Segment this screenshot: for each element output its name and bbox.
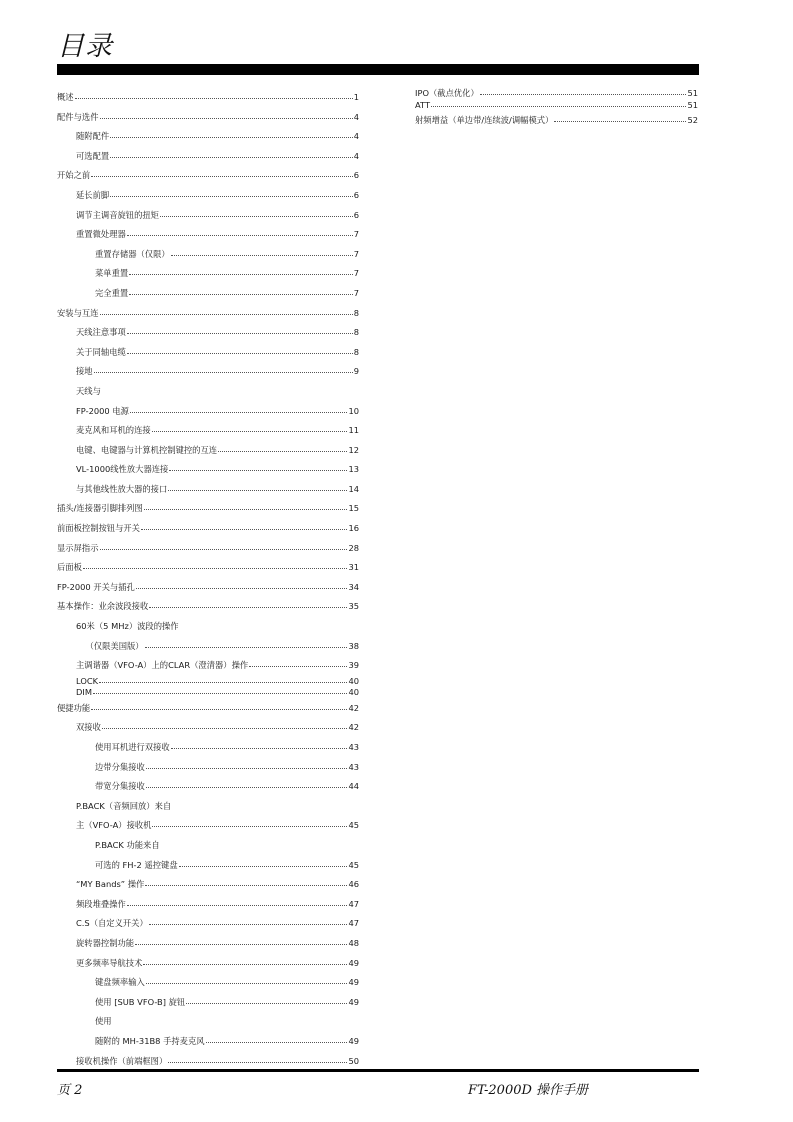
toc-entry-page: 43 <box>348 742 359 752</box>
toc-leader-dots <box>171 254 353 256</box>
toc-entry[interactable] <box>57 797 359 817</box>
toc-entry[interactable] <box>57 617 359 637</box>
footer-rule <box>57 1069 699 1072</box>
toc-entry-label: 便捷功能 <box>57 702 91 713</box>
toc-entry[interactable] <box>57 687 359 699</box>
toc-entry[interactable] <box>57 245 359 265</box>
toc-entry-label: 电键、电键器与计算机控制键控的互连 <box>76 444 218 455</box>
toc-entry-label: 天线与 <box>76 385 101 396</box>
toc-entry[interactable] <box>57 699 359 719</box>
toc-leader-dots <box>94 371 353 373</box>
toc-entry-label: 旋转器控制功能 <box>76 937 135 948</box>
toc-entry-label: 使用 <box>95 1016 112 1027</box>
toc-entry-page: 6 <box>353 170 359 181</box>
toc-entry[interactable] <box>57 147 359 167</box>
toc-leader-dots <box>141 528 347 530</box>
toc-entry-label: 后面板 <box>57 562 82 573</box>
toc-entry-label: 与其他线性放大器的接口 <box>76 483 168 494</box>
toc-entry[interactable] <box>57 539 359 559</box>
toc-entry-page: 4 <box>353 111 359 122</box>
toc-entry-label: FP-2000 开关与插孔 <box>57 581 135 592</box>
toc-entry-label: 麦克风和耳机的连接 <box>76 425 151 436</box>
toc-leader-dots <box>480 93 687 95</box>
toc-leader-dots <box>93 692 347 694</box>
toc-entry-page: 49 <box>348 977 359 988</box>
toc-entry[interactable] <box>57 323 359 343</box>
toc-leader-dots <box>144 508 348 510</box>
toc-entry-page: 15 <box>348 503 359 514</box>
toc-entry-page: 47 <box>348 918 359 929</box>
toc-entry-page: 44 <box>348 781 359 792</box>
toc-entry-label: “MY Bands” 操作 <box>76 879 145 890</box>
toc-entry-page: 49 <box>348 957 359 968</box>
toc-leader-dots <box>143 963 347 965</box>
toc-entry-label: 主（VFO-A）接收机 <box>76 820 152 831</box>
toc-entry-page: 10 <box>348 405 359 416</box>
toc-entry-label: 接地 <box>76 366 93 377</box>
toc-entry-label: 接收机操作（前端框图） <box>76 1055 168 1066</box>
toc-entry[interactable] <box>57 206 359 226</box>
toc-entry-label: 天线注意事项 <box>76 327 126 338</box>
toc-entry-label: 菜单重置 <box>95 268 129 279</box>
toc-leader-dots <box>136 587 348 589</box>
toc-entry[interactable] <box>57 304 359 324</box>
toc-entry[interactable] <box>57 108 359 128</box>
toc-entry-page: 6 <box>353 209 359 220</box>
toc-entry-page: 43 <box>348 761 359 772</box>
toc-entry[interactable] <box>57 127 359 147</box>
toc-leader-dots <box>146 982 348 984</box>
toc-entry-page: 39 <box>348 660 359 671</box>
toc-leader-dots <box>146 767 348 769</box>
toc-entry-label: 安装与互连 <box>57 307 99 318</box>
toc-entry-page: 51 <box>687 88 698 98</box>
toc-leader-dots <box>249 665 347 667</box>
footer-page-number: 页 2 <box>57 1083 83 1098</box>
toc-leader-dots <box>149 923 348 925</box>
toc-entry[interactable] <box>57 402 359 422</box>
toc-entry-label: 重置存储器（仅限） <box>95 248 170 259</box>
toc-leader-dots <box>146 786 348 788</box>
toc-entry-page: 49 <box>348 996 359 1007</box>
toc-entry[interactable] <box>57 718 359 738</box>
toc-leader-dots <box>152 430 348 432</box>
toc-entry-page: 48 <box>348 937 359 948</box>
toc-leader-dots <box>110 195 353 197</box>
toc-entry-page: 40 <box>348 675 359 686</box>
toc-entry-page: 8 <box>353 327 359 338</box>
toc-entry-label: 频段堆叠操作 <box>76 898 126 909</box>
toc-entry-label: P.BACK 功能来自 <box>95 839 160 850</box>
toc-entry-page: 4 <box>353 150 359 161</box>
toc-entry[interactable] <box>57 284 359 304</box>
toc-entry-page: 7 <box>353 229 359 240</box>
toc-leader-dots <box>127 904 348 906</box>
toc-entry-label: C.S（自定义开关） <box>76 918 148 929</box>
toc-entry[interactable] <box>57 676 359 688</box>
toc-entry[interactable] <box>57 343 359 363</box>
toc-entry-page: 1 <box>353 92 359 102</box>
toc-entry[interactable] <box>57 441 359 461</box>
toc-leader-dots <box>145 646 348 648</box>
toc-entry-label: 可选配置 <box>76 150 110 161</box>
toc-entry-page: 40 <box>348 687 359 698</box>
toc-leader-dots <box>130 411 348 413</box>
page-title: 目录 <box>57 31 113 62</box>
toc-entry-label: 使用 [SUB VFO-B] 旋钮 <box>95 996 186 1007</box>
toc-entry-label: 主调谐器（VFO-A）上的CLAR（澄清器）操作 <box>76 660 249 671</box>
toc-entry[interactable] <box>57 758 359 778</box>
toc-leader-dots <box>99 681 347 683</box>
footer-manual-title: FT-2000D 操作手册 <box>468 1083 589 1098</box>
toc-leader-dots <box>129 273 353 275</box>
toc-entry-page: 6 <box>353 189 359 200</box>
toc-entry-label: VL-1000线性放大器连接 <box>76 464 169 475</box>
toc-entry[interactable] <box>57 578 359 598</box>
toc-entry[interactable] <box>57 738 359 758</box>
toc-entry[interactable] <box>57 1012 359 1032</box>
toc-entry-page: 16 <box>348 523 359 534</box>
toc-entry-page: 13 <box>348 464 359 475</box>
toc-entry-label: 前面板控制按钮与开关 <box>57 523 140 534</box>
toc-leader-dots <box>206 1041 348 1043</box>
toc-entry-label: FP-2000 电源 <box>76 405 129 416</box>
toc-leader-dots <box>102 727 348 729</box>
toc-leader-dots <box>83 567 348 569</box>
toc-entry-label: 60米（5 MHz）波段的操作 <box>76 621 179 632</box>
toc-entry-page: 12 <box>348 444 359 455</box>
toc-entry-label: 重置微处理器 <box>76 229 126 240</box>
toc-entry[interactable] <box>57 382 359 402</box>
toc-entry[interactable] <box>57 186 359 206</box>
toc-entry[interactable] <box>57 895 359 915</box>
toc-entry[interactable] <box>57 973 359 993</box>
toc-entry-label: 双接收 <box>76 722 101 733</box>
toc-entry-page: 11 <box>348 425 359 436</box>
toc-entry-page: 47 <box>348 898 359 909</box>
title-rule <box>57 64 699 75</box>
toc-entry[interactable] <box>57 558 359 578</box>
toc-entry-page: 8 <box>353 307 359 318</box>
toc-leader-dots <box>100 313 353 315</box>
toc-entry[interactable] <box>57 597 359 617</box>
toc-entry-page: 7 <box>353 268 359 279</box>
toc-entry[interactable] <box>57 954 359 974</box>
toc-leader-dots <box>149 606 347 608</box>
toc-leader-dots <box>218 450 347 452</box>
toc-entry[interactable] <box>57 499 359 519</box>
toc-entry-label: 延长前脚 <box>76 189 110 200</box>
toc-entry-page: 45 <box>348 859 359 870</box>
toc-leader-dots <box>168 489 347 491</box>
toc-entry-page: 7 <box>353 248 359 259</box>
toc-entry-label: LOCK <box>76 675 99 686</box>
toc-entry[interactable] <box>415 100 698 112</box>
toc-entry-label: 显示屏指示 <box>57 542 99 553</box>
toc-leader-dots <box>127 352 353 354</box>
toc-leader-dots <box>127 332 353 334</box>
toc-leader-dots <box>110 156 353 158</box>
toc-leader-dots <box>135 943 347 945</box>
toc-entry[interactable] <box>57 637 359 657</box>
toc-entry[interactable] <box>415 111 698 131</box>
toc-leader-dots <box>110 136 353 138</box>
toc-leader-dots <box>127 234 353 236</box>
toc-entry[interactable] <box>57 777 359 797</box>
toc-leader-dots <box>186 1002 347 1004</box>
toc-entry-label: 关于同轴电缆 <box>76 346 126 357</box>
toc-entry-page: 38 <box>348 640 359 651</box>
toc-entry[interactable] <box>57 460 359 480</box>
toc-entry-label: 概述 <box>57 92 74 102</box>
toc-entry-label: P.BACK（音频回放）来自 <box>76 800 172 811</box>
toc-entry-page: 46 <box>348 879 359 890</box>
toc-entry-label: 配件与选件 <box>57 111 99 122</box>
toc-leader-dots <box>129 293 353 295</box>
toc-entry-page: 7 <box>353 287 359 298</box>
toc-entry-label: 更多频率导航技术 <box>76 957 143 968</box>
toc-entry[interactable] <box>57 816 359 836</box>
toc-entry-label: ATT <box>415 99 431 110</box>
toc-right-column <box>415 88 698 131</box>
toc-entry-page: 49 <box>348 1035 359 1046</box>
toc-entry[interactable] <box>57 993 359 1013</box>
toc-leader-dots <box>100 117 353 119</box>
toc-leader-dots <box>169 469 347 471</box>
toc-entry[interactable] <box>57 914 359 934</box>
toc-entry[interactable] <box>57 1052 359 1071</box>
toc-entry-label: 基本操作：业余波段接收 <box>57 601 149 612</box>
toc-leader-dots <box>100 548 348 550</box>
toc-entry[interactable] <box>57 480 359 500</box>
toc-entry[interactable] <box>57 836 359 856</box>
toc-entry[interactable] <box>57 856 359 876</box>
toc-entry-label: 插头/连接器引脚排列图 <box>57 503 143 514</box>
toc-leader-dots <box>171 747 348 749</box>
toc-leader-dots <box>75 97 353 99</box>
toc-entry-page: 31 <box>348 562 359 573</box>
toc-entry[interactable] <box>57 519 359 539</box>
toc-entry-page: 28 <box>348 542 359 553</box>
toc-leader-dots <box>554 120 686 122</box>
toc-entry-label: 可选的 FH-2 遥控键盘 <box>95 859 178 870</box>
toc-entry[interactable] <box>57 225 359 245</box>
toc-entry-page: 14 <box>348 483 359 494</box>
toc-entry-label: IPO（截点优化） <box>415 88 479 98</box>
toc-entry-label: 带宽分集接收 <box>95 781 145 792</box>
toc-entry-label: DIM <box>76 687 92 698</box>
toc-entry[interactable] <box>57 421 359 441</box>
toc-entry-label: （仅限美国版） <box>85 640 144 651</box>
toc-entry-label: 开始之前 <box>57 170 91 181</box>
toc-entry[interactable] <box>57 264 359 284</box>
toc-entry-page: 35 <box>348 601 359 612</box>
toc-entry-page: 45 <box>348 820 359 831</box>
toc-entry-label: 随附的 MH-31B8 手持麦克风 <box>95 1035 205 1046</box>
toc-entry-page: 42 <box>348 722 359 733</box>
toc-leader-dots <box>168 1061 347 1063</box>
toc-entry[interactable] <box>57 166 359 186</box>
toc-leader-dots <box>91 708 347 710</box>
toc-leader-dots <box>152 825 347 827</box>
toc-entry-label: 使用耳机进行双接收 <box>95 742 170 752</box>
toc-entry-page: 52 <box>687 115 698 125</box>
toc-entry[interactable] <box>57 1032 359 1052</box>
toc-entry-page: 50 <box>348 1055 359 1066</box>
toc-entry[interactable] <box>57 362 359 382</box>
toc-entry-label: 键盘频率输入 <box>95 977 145 988</box>
toc-leader-dots <box>160 215 353 217</box>
toc-entry[interactable] <box>415 88 698 100</box>
toc-leader-dots <box>431 105 686 107</box>
toc-entry-label: 完全重置 <box>95 287 129 298</box>
toc-entry-page: 42 <box>348 702 359 713</box>
toc-entry[interactable] <box>57 656 359 676</box>
toc-leader-dots <box>91 175 353 177</box>
toc-entry-label: 调节主调音旋钮的扭矩 <box>76 209 159 220</box>
toc-entry-label: 随附配件 <box>76 131 110 142</box>
toc-left-column <box>57 88 359 1070</box>
toc-entry-label: 射频增益（单边带/连续波/调幅模式） <box>415 115 554 125</box>
toc-leader-dots <box>145 884 347 886</box>
toc-entry-label: 边带分集接收 <box>95 761 145 772</box>
toc-entry-page: 8 <box>353 346 359 357</box>
toc-entry-page: 34 <box>348 581 359 592</box>
toc-entry[interactable] <box>57 934 359 954</box>
toc-leader-dots <box>179 865 348 867</box>
toc-entry[interactable] <box>57 88 359 108</box>
toc-entry-page: 51 <box>687 99 698 110</box>
toc-entry-page: 4 <box>353 131 359 142</box>
toc-entry-page: 9 <box>353 366 359 377</box>
toc-entry[interactable] <box>57 875 359 895</box>
